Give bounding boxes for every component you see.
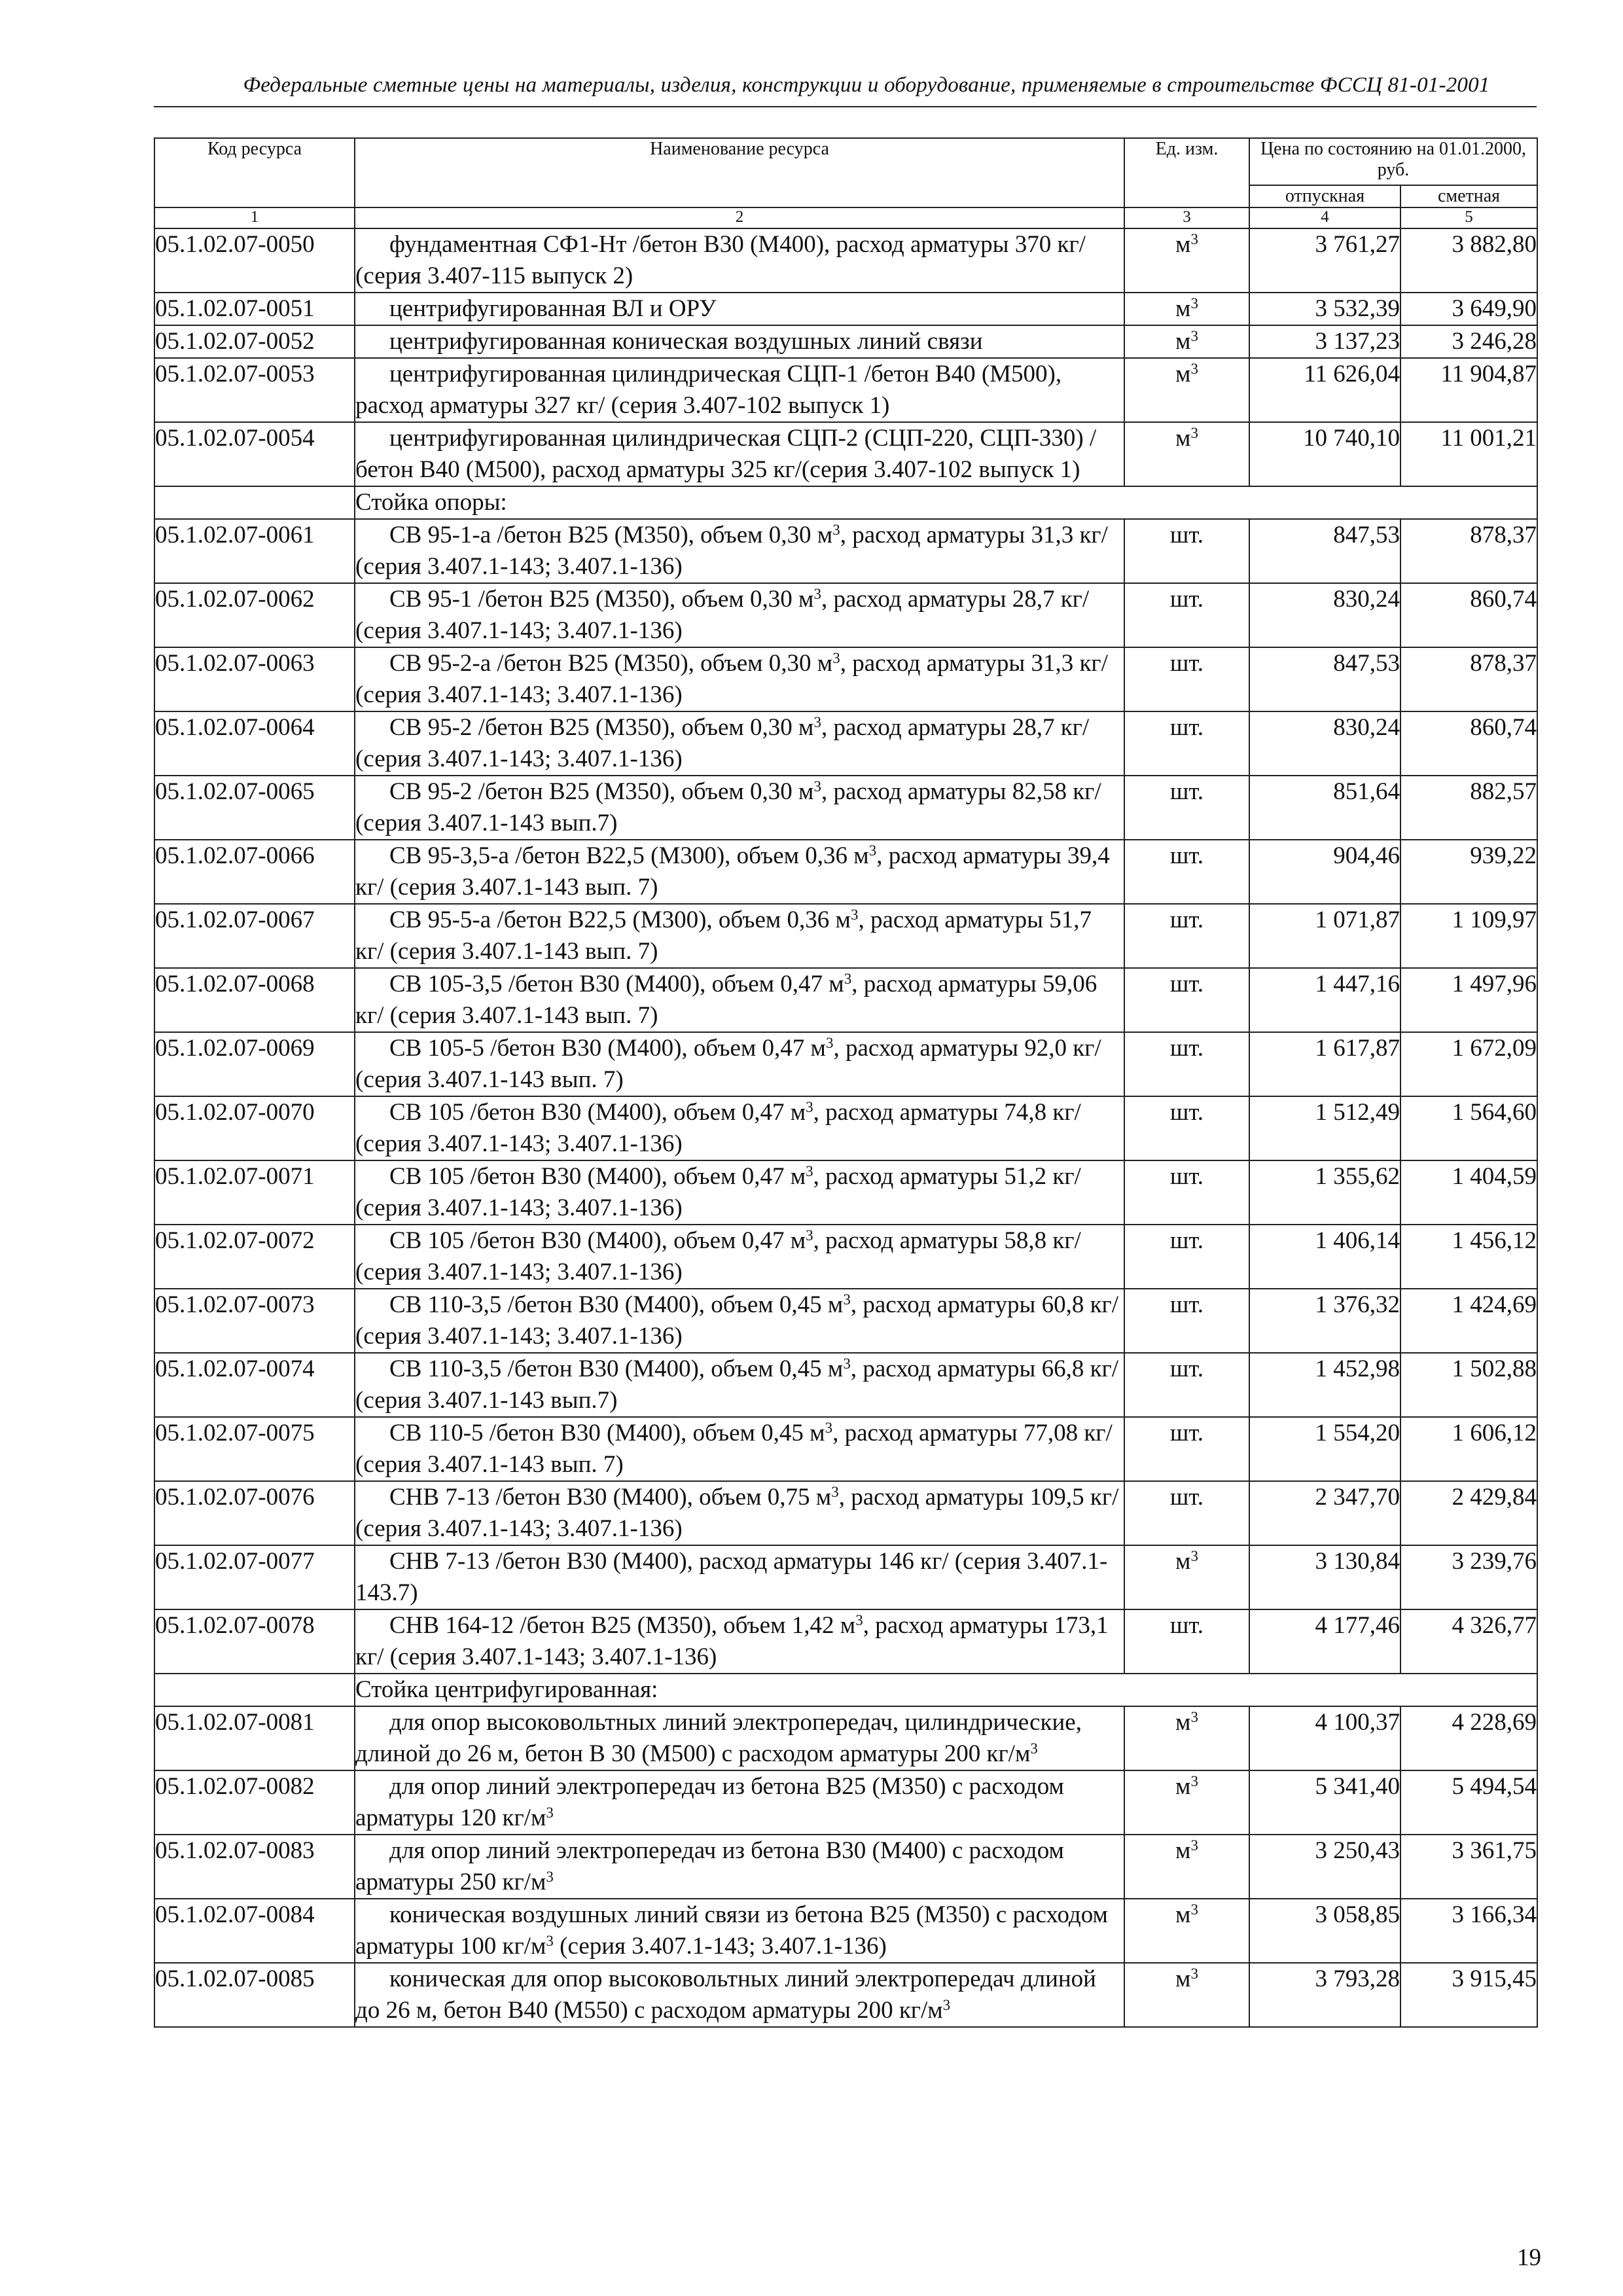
- resource-name: коническая воздушных линий связи из бетона В25 (М350) с расходом арматуры 100 $кг/м^3$ (серия 3.407.1-143; 3.407.1-136): [355, 1901, 1108, 1960]
- estimate-price: 2 429,84: [1400, 1481, 1537, 1545]
- unit: $м^3$: [1124, 1545, 1249, 1609]
- resource-name-cell: [355, 1609, 1124, 1674]
- resource-name-cell: [355, 647, 1124, 711]
- release-price: 4 100,37: [1249, 1706, 1400, 1770]
- estimate-price: 860,74: [1400, 711, 1537, 776]
- estimate-price: 5 494,54: [1400, 1770, 1537, 1835]
- table-row: [154, 228, 1537, 293]
- table-row: [154, 1706, 1537, 1770]
- resource-name-cell: [355, 840, 1124, 904]
- unit: $м^3$: [1124, 228, 1249, 293]
- unit: шт.: [1124, 1353, 1249, 1417]
- resource-name: СВ 95-1-а /бетон В25 (М350), объем 0,30 $м^3$, расход арматуры 31,3 кг/ (серия 3.407.1-143; 3.407.1-136): [355, 522, 1108, 580]
- estimate-price: 1 672,09: [1400, 1032, 1537, 1096]
- table-row: [154, 711, 1537, 776]
- estimate-price: 3 166,34: [1400, 1899, 1537, 1963]
- resource-name-cell: [355, 1160, 1124, 1225]
- resource-name-cell: [355, 1770, 1124, 1835]
- resource-code: 05.1.02.07-0081: [154, 1706, 355, 1770]
- release-price: 1 355,62: [1249, 1160, 1400, 1225]
- release-price: 3 137,23: [1249, 325, 1400, 358]
- release-price: 3 058,85: [1249, 1899, 1400, 1963]
- section-title: Стойка опоры:: [355, 486, 1537, 519]
- release-price: 5 341,40: [1249, 1770, 1400, 1835]
- resource-code: 05.1.02.07-0065: [154, 776, 355, 840]
- resource-code: 05.1.02.07-0083: [154, 1835, 355, 1899]
- table-row: [154, 1770, 1537, 1835]
- estimate-price: 3 239,76: [1400, 1545, 1537, 1609]
- unit: шт.: [1124, 1417, 1249, 1481]
- resource-code: 05.1.02.07-0069: [154, 1032, 355, 1096]
- estimate-price: 1 109,97: [1400, 904, 1537, 968]
- column-header-code: Код ресурса: [154, 138, 355, 207]
- unit: $м^3$: [1124, 358, 1249, 422]
- release-price: 851,64: [1249, 776, 1400, 840]
- resource-code: 05.1.02.07-0082: [154, 1770, 355, 1835]
- resource-code: 05.1.02.07-0062: [154, 583, 355, 647]
- estimate-price: 1 497,96: [1400, 968, 1537, 1032]
- resource-code: 05.1.02.07-0073: [154, 1289, 355, 1353]
- resource-code: 05.1.02.07-0053: [154, 358, 355, 422]
- table-row: [154, 422, 1537, 486]
- resource-name-cell: [355, 228, 1124, 293]
- table-row: [154, 1417, 1537, 1481]
- resource-name-cell: [355, 1835, 1124, 1899]
- resource-name: коническая для опор высоковольтных линий электропередач длиной до 26 м, бетон В40 (М550) с расходом арматуры 200 $кг/м^3$: [355, 1965, 1096, 2024]
- unit: $м^3$: [1124, 1899, 1249, 1963]
- resource-name-cell: [355, 422, 1124, 486]
- resource-name-cell: [355, 968, 1124, 1032]
- release-price: 1 447,16: [1249, 968, 1400, 1032]
- column-header-price-group: Цена по состоянию на 01.01.2000, руб.: [1249, 138, 1537, 185]
- estimate-price: 3 361,75: [1400, 1835, 1537, 1899]
- release-price: 1 376,32: [1249, 1289, 1400, 1353]
- resource-code: 05.1.02.07-0051: [154, 293, 355, 325]
- resource-code: 05.1.02.07-0054: [154, 422, 355, 486]
- resource-name: для опор линий электропередач из бетона В25 (М350) с расходом арматуры 120 $кг/м^3$: [355, 1773, 1064, 1831]
- resource-name: СВ 95-2 /бетон В25 (М350), объем 0,30 $м^3$, расход арматуры 28,7 кг/ (серия 3.407.1-143; 3.407.1-136): [355, 714, 1090, 772]
- resource-name: для опор линий электропередач из бетона В30 (М400) с расходом арматуры 250 $кг/м^3$: [355, 1837, 1064, 1895]
- unit: шт.: [1124, 1096, 1249, 1160]
- table-row: [154, 583, 1537, 647]
- resource-name-cell: [355, 1481, 1124, 1545]
- resource-code: 05.1.02.07-0050: [154, 228, 355, 293]
- unit: шт.: [1124, 711, 1249, 776]
- release-price: 3 130,84: [1249, 1545, 1400, 1609]
- estimate-price: 939,22: [1400, 840, 1537, 904]
- column-number-4: 4: [1249, 207, 1400, 228]
- estimate-price: 1 424,69: [1400, 1289, 1537, 1353]
- unit: шт.: [1124, 1289, 1249, 1353]
- resource-code: 05.1.02.07-0074: [154, 1353, 355, 1417]
- resource-name: для опор высоковольтных линий электропередач, цилиндрические, длиной до 26 м, бетон В 30 (М500) с расходом арматуры 200 $кг/м^3$: [355, 1709, 1082, 1767]
- unit: шт.: [1124, 1225, 1249, 1289]
- resource-name: СВ 95-5-а /бетон В22,5 (М300), объем 0,36 $м^3$, расход арматуры 51,7 кг/ (серия 3.407.1-143 вып. 7): [355, 906, 1092, 965]
- estimate-price: 4 326,77: [1400, 1609, 1537, 1674]
- table-row: [154, 840, 1537, 904]
- release-price: 1 617,87: [1249, 1032, 1400, 1096]
- estimate-price: 878,37: [1400, 647, 1537, 711]
- resource-name: СНВ 164-12 /бетон В25 (М350), объем 1,42 $м^3$, расход арматуры 173,1 кг/ (серия 3.407.1-143; 3.407.1-136): [355, 1612, 1109, 1670]
- release-price: 830,24: [1249, 711, 1400, 776]
- table-row: [154, 1225, 1537, 1289]
- table-row: [154, 519, 1537, 583]
- table-row: [154, 1963, 1537, 2027]
- resource-name: центрифугированная коническая воздушных линий связи: [389, 328, 983, 355]
- column-header-name: Наименование ресурса: [355, 138, 1124, 207]
- release-price: 830,24: [1249, 583, 1400, 647]
- unit: шт.: [1124, 1481, 1249, 1545]
- resource-name: СВ 95-3,5-а /бетон В22,5 (М300), объем 0,36 $м^3$, расход арматуры 39,4 кг/ (серия 3.407.1-143 вып. 7): [355, 842, 1110, 901]
- unit: шт.: [1124, 1609, 1249, 1674]
- resource-code: 05.1.02.07-0075: [154, 1417, 355, 1481]
- resource-name-cell: [355, 776, 1124, 840]
- resource-name: СВ 95-2 /бетон В25 (М350), объем 0,30 $м^3$, расход арматуры 82,58 кг/ (серия 3.407.1-143 вып.7): [355, 778, 1101, 836]
- header-rule: [154, 106, 1537, 107]
- resource-code: 05.1.02.07-0078: [154, 1609, 355, 1674]
- resource-name-cell: [355, 1706, 1124, 1770]
- resource-name: центрифугированная ВЛ и ОРУ: [389, 295, 717, 322]
- section-row: [154, 1674, 1537, 1706]
- table-row: [154, 1899, 1537, 1963]
- release-price: 11 626,04: [1249, 358, 1400, 422]
- unit: шт.: [1124, 840, 1249, 904]
- resource-name-cell: [355, 1096, 1124, 1160]
- resource-name-cell: [355, 1353, 1124, 1417]
- unit: шт.: [1124, 647, 1249, 711]
- estimate-price: 3 882,80: [1400, 228, 1537, 293]
- release-price: 1 512,49: [1249, 1096, 1400, 1160]
- table-row: [154, 776, 1537, 840]
- estimate-price: 878,37: [1400, 519, 1537, 583]
- release-price: 1 452,98: [1249, 1353, 1400, 1417]
- resource-name-cell: [355, 519, 1124, 583]
- table-row: [154, 325, 1537, 358]
- unit: $м^3$: [1124, 1706, 1249, 1770]
- estimate-price: 4 228,69: [1400, 1706, 1537, 1770]
- estimate-price: 11 001,21: [1400, 422, 1537, 486]
- resource-name: СВ 105 /бетон В30 (М400), объем 0,47 $м^3$, расход арматуры 58,8 кг/ (серия 3.407.1-143; 3.407.1-136): [355, 1227, 1081, 1285]
- unit: шт.: [1124, 1160, 1249, 1225]
- resource-name: СНВ 7-13 /бетон В30 (М400), объем 0,75 $м^3$, расход арматуры 109,5 кг/ (серия 3.407.1-143; 3.407.1-136): [355, 1484, 1119, 1542]
- table-body: [154, 228, 1537, 2027]
- column-number-3: 3: [1124, 207, 1249, 228]
- table-row: [154, 968, 1537, 1032]
- resource-code: 05.1.02.07-0063: [154, 647, 355, 711]
- release-price: 1 554,20: [1249, 1417, 1400, 1481]
- release-price: 1 406,14: [1249, 1225, 1400, 1289]
- resource-code: 05.1.02.07-0061: [154, 519, 355, 583]
- column-number-1: 1: [154, 207, 355, 228]
- table-row: [154, 1353, 1537, 1417]
- unit: шт.: [1124, 519, 1249, 583]
- unit: $м^3$: [1124, 325, 1249, 358]
- resource-name: СВ 110-3,5 /бетон В30 (М400), объем 0,45 $м^3$, расход арматуры 66,8 кг/ (серия 3.407.1-143 вып.7): [355, 1355, 1119, 1414]
- unit: шт.: [1124, 1032, 1249, 1096]
- resource-name: СВ 105-3,5 /бетон В30 (М400), объем 0,47 $м^3$, расход арматуры 59,06 кг/ (серия 3.407.1-143 вып. 7): [355, 971, 1097, 1029]
- unit: шт.: [1124, 968, 1249, 1032]
- unit: $м^3$: [1124, 293, 1249, 325]
- estimate-price: 1 606,12: [1400, 1417, 1537, 1481]
- resource-name-cell: [355, 1963, 1124, 2027]
- release-price: 2 347,70: [1249, 1481, 1400, 1545]
- resource-code: 05.1.02.07-0076: [154, 1481, 355, 1545]
- resource-code: 05.1.02.07-0072: [154, 1225, 355, 1289]
- resource-name-cell: [355, 1417, 1124, 1481]
- estimate-price: 860,74: [1400, 583, 1537, 647]
- resource-name-cell: [355, 1899, 1124, 1963]
- section-code-cell: [154, 486, 355, 519]
- unit: $м^3$: [1124, 422, 1249, 486]
- table-row: [154, 293, 1537, 325]
- release-price: 10 740,10: [1249, 422, 1400, 486]
- resource-code: 05.1.02.07-0084: [154, 1899, 355, 1963]
- resource-code: 05.1.02.07-0071: [154, 1160, 355, 1225]
- resource-name: СВ 105 /бетон В30 (М400), объем 0,47 $м^3$, расход арматуры 51,2 кг/ (серия 3.407.1-143; 3.407.1-136): [355, 1163, 1081, 1221]
- column-header-estimate: сметная: [1400, 185, 1537, 207]
- table-row: [154, 1289, 1537, 1353]
- release-price: 1 071,87: [1249, 904, 1400, 968]
- unit: $м^3$: [1124, 1835, 1249, 1899]
- table-row: [154, 1160, 1537, 1225]
- resource-name-cell: [355, 1225, 1124, 1289]
- release-price: 3 761,27: [1249, 228, 1400, 293]
- resource-name: СВ 105-5 /бетон В30 (М400), объем 0,47 $м^3$, расход арматуры 92,0 кг/ (серия 3.407.1-143 вып. 7): [355, 1035, 1101, 1093]
- estimate-price: 11 904,87: [1400, 358, 1537, 422]
- resource-name-cell: [355, 1032, 1124, 1096]
- release-price: 3 793,28: [1249, 1963, 1400, 2027]
- resource-name: центрифугированная цилиндрическая СЦП-2 (СЦП-220, СЦП-330) /бетон В40 (М500), расход арматуры 325 кг/(серия 3.407-102 выпуск 1): [355, 425, 1097, 483]
- resource-name: фундаментная СФ1-Нт /бетон В30 (М400), расход арматуры 370 кг/ (серия 3.407-115 выпуск 2): [355, 231, 1086, 289]
- table-row: [154, 647, 1537, 711]
- resource-code: 05.1.02.07-0068: [154, 968, 355, 1032]
- resource-name: СВ 105 /бетон В30 (М400), объем 0,47 $м^3$, расход арматуры 74,8 кг/ (серия 3.407.1-143; 3.407.1-136): [355, 1099, 1081, 1157]
- estimate-price: 3 246,28: [1400, 325, 1537, 358]
- column-number-5: 5: [1400, 207, 1537, 228]
- resource-name-cell: [355, 325, 1124, 358]
- estimate-price: 1 502,88: [1400, 1353, 1537, 1417]
- resource-name-cell: [355, 358, 1124, 422]
- table-row: [154, 358, 1537, 422]
- section-row: [154, 486, 1537, 519]
- resource-name-cell: [355, 711, 1124, 776]
- unit: шт.: [1124, 776, 1249, 840]
- price-table: [154, 137, 1538, 2028]
- resource-name: СВ 95-1 /бетон В25 (М350), объем 0,30 $м^3$, расход арматуры 28,7 кг/ (серия 3.407.1-143; 3.407.1-136): [355, 586, 1090, 644]
- resource-code: 05.1.02.07-0085: [154, 1963, 355, 2027]
- table-row: [154, 1032, 1537, 1096]
- page-number: 19: [1517, 2244, 1541, 2271]
- resource-name-cell: [355, 1289, 1124, 1353]
- estimate-price: 1 456,12: [1400, 1225, 1537, 1289]
- release-price: 3 250,43: [1249, 1835, 1400, 1899]
- resource-code: 05.1.02.07-0066: [154, 840, 355, 904]
- resource-name: СВ 110-5 /бетон В30 (М400), объем 0,45 $м^3$, расход арматуры 77,08 кг/ (серия 3.407.1-143 вып. 7): [355, 1420, 1113, 1478]
- table-row: [154, 904, 1537, 968]
- resource-code: 05.1.02.07-0077: [154, 1545, 355, 1609]
- column-header-unit: Ед. изм.: [1124, 138, 1249, 207]
- resource-name: СВ 95-2-а /бетон В25 (М350), объем 0,30 $м^3$, расход арматуры 31,3 кг/ (серия 3.407.1-143; 3.407.1-136): [355, 650, 1108, 708]
- resource-code: 05.1.02.07-0067: [154, 904, 355, 968]
- resource-name-cell: [355, 583, 1124, 647]
- estimate-price: 3 915,45: [1400, 1963, 1537, 2027]
- release-price: 3 532,39: [1249, 293, 1400, 325]
- table-row: [154, 1609, 1537, 1674]
- resource-name: СНВ 7-13 /бетон В30 (М400), расход арматуры 146 кг/ (серия 3.407.1-143.7): [355, 1548, 1108, 1606]
- release-price: 4 177,46: [1249, 1609, 1400, 1674]
- resource-code: 05.1.02.07-0052: [154, 325, 355, 358]
- resource-code: 05.1.02.07-0064: [154, 711, 355, 776]
- estimate-price: 3 649,90: [1400, 293, 1537, 325]
- column-number-2: 2: [355, 207, 1124, 228]
- table-row: [154, 1835, 1537, 1899]
- estimate-price: 1 564,60: [1400, 1096, 1537, 1160]
- resource-name-cell: [355, 293, 1124, 325]
- running-header: Федеральные сметные цены на материалы, изделия, конструкции и оборудование, применяемые в строительстве ФССЦ 81-01-2001: [243, 73, 1490, 97]
- unit: $м^3$: [1124, 1963, 1249, 2027]
- estimate-price: 1 404,59: [1400, 1160, 1537, 1225]
- section-code-cell: [154, 1674, 355, 1706]
- table-row: [154, 1481, 1537, 1545]
- resource-name-cell: [355, 1545, 1124, 1609]
- unit: шт.: [1124, 904, 1249, 968]
- resource-name-cell: [355, 904, 1124, 968]
- unit: $м^3$: [1124, 1770, 1249, 1835]
- resource-name: центрифугированная цилиндрическая СЦП-1 /бетон В40 (М500), расход арматуры 327 кг/ (серия 3.407-102 выпуск 1): [355, 361, 1062, 419]
- release-price: 847,53: [1249, 519, 1400, 583]
- table-row: [154, 1096, 1537, 1160]
- resource-code: 05.1.02.07-0070: [154, 1096, 355, 1160]
- table-row: [154, 1545, 1537, 1609]
- column-header-release: отпускная: [1249, 185, 1400, 207]
- resource-name: СВ 110-3,5 /бетон В30 (М400), объем 0,45 $м^3$, расход арматуры 60,8 кг/ (серия 3.407.1-143; 3.407.1-136): [355, 1291, 1119, 1350]
- estimate-price: 882,57: [1400, 776, 1537, 840]
- release-price: 904,46: [1249, 840, 1400, 904]
- section-title: Стойка центрифугированная:: [355, 1674, 1537, 1706]
- release-price: 847,53: [1249, 647, 1400, 711]
- unit: шт.: [1124, 583, 1249, 647]
